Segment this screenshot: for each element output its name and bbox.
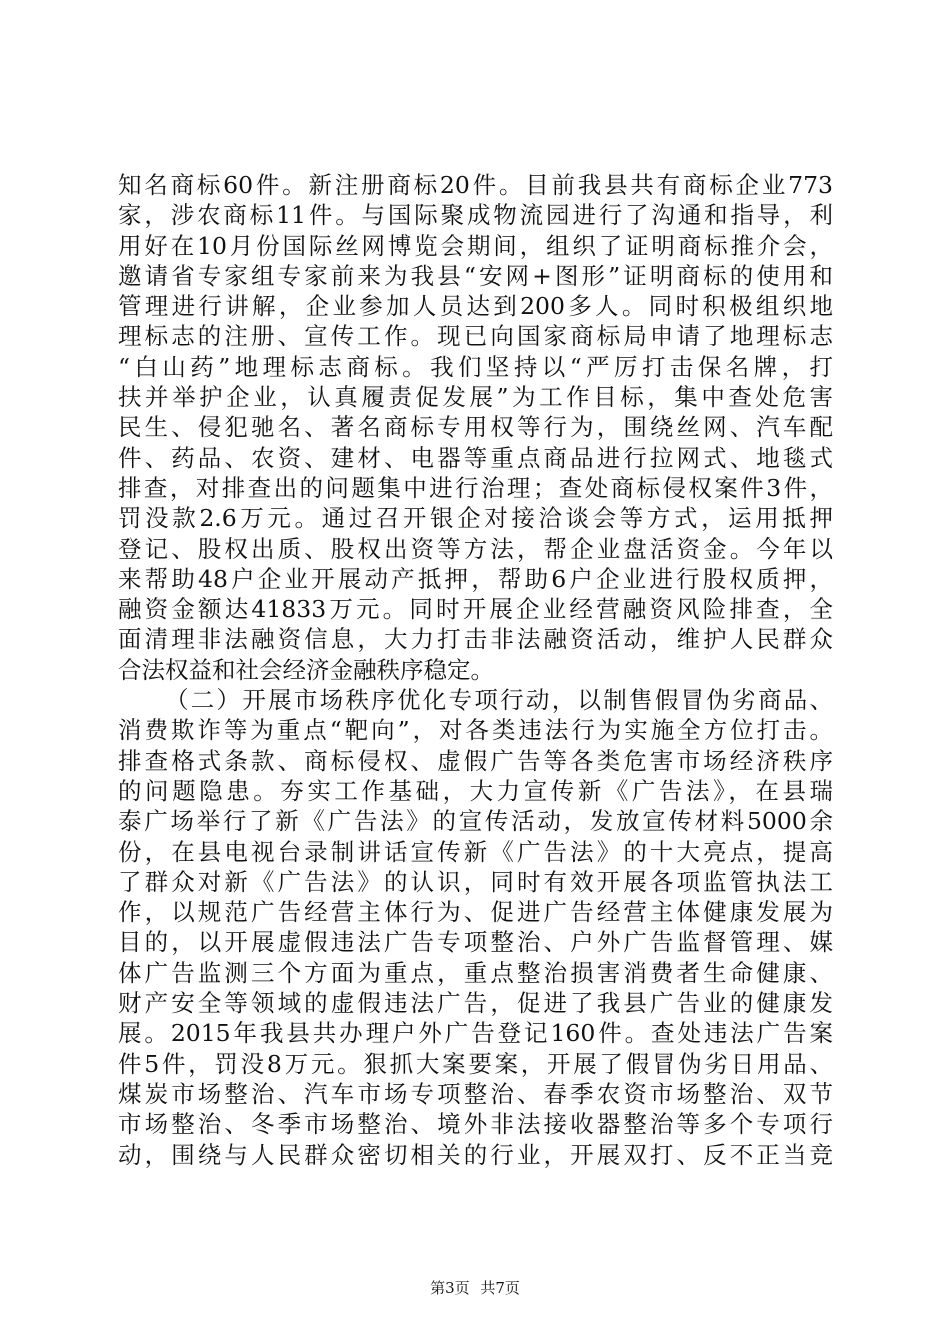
text-line: 了群众对新《广告法》的认识，同时有效开展各项监管执法工 (118, 867, 833, 896)
text-line: 扶并举护企业，认真履责促发展”为工作目标，集中查处危害 (118, 383, 833, 412)
text-line: “白山药”地理标志商标。我们坚持以“严厉打击保名牌，打 (118, 352, 833, 381)
text-line: 的问题隐患。夯实工作基础，大力宣传新《广告法》，在县瑞 (118, 776, 833, 805)
text-line: 动，围绕与人民群众密切相关的行业，开展双打、反不正当竞 (118, 1140, 833, 1169)
text-line: 登记、股权出质、股权出资等方法，帮企业盘活资金。今年以 (118, 534, 833, 563)
text-line: 合法权益和社会经济金融秩序稳定。 (118, 655, 494, 684)
text-line: 件、药品、农资、建材、电器等重点商品进行拉网式、地毯式 (118, 443, 833, 472)
text-line: 排查格式条款、商标侵权、虚假广告等各类危害市场经济秩序 (118, 746, 833, 775)
text-line: 排查，对排查出的问题集中进行治理；查处商标侵权案件3件， (118, 473, 833, 502)
text-line: 融资金额达41833万元。同时开展企业经营融资风险排查，全 (118, 595, 833, 624)
text-line: 民生、侵犯驰名、著名商标专用权等行为，围绕丝网、汽车配 (118, 413, 833, 442)
text-line: 面清理非法融资信息，大力打击非法融资活动，维护人民群众 (118, 625, 833, 654)
text-line: 作，以规范广告经营主体行为、促进广告经营主体健康发展为 (118, 898, 833, 927)
text-line: 理标志的注册、宣传工作。现已向国家商标局申请了地理标志 (118, 322, 833, 351)
text-line: 邀请省专家组专家前来为我县“安网+图形”证明商标的使用和 (118, 261, 833, 290)
text-line: 来帮助48户企业开展动产抵押，帮助6户企业进行股权质押， (118, 564, 833, 593)
text-line: 知名商标60件。新注册商标20件。目前我县共有商标企业773 (118, 171, 833, 199)
document-body (118, 170, 833, 1170)
text-line: 罚没款2.6万元。通过召开银企对接洽谈会等方式，运用抵押 (118, 504, 833, 533)
text-line: （二）开展市场秩序优化专项行动，以制售假冒伪劣商品、 (165, 686, 833, 715)
page-total: 共7页 (480, 1279, 520, 1297)
text-line: 泰广场举行了新《广告法》的宣传活动，发放宣传材料5000余 (118, 807, 833, 836)
text-line: 件5件，罚没8万元。狠抓大案要案，开展了假冒伪劣日用品、 (118, 1049, 833, 1078)
text-line: 消费欺诈等为重点“靶向”，对各类违法行为实施全方位打击。 (118, 716, 833, 745)
text-line: 财产安全等领域的虚假违法广告，促进了我县广告业的健康发 (118, 989, 833, 1018)
text-line: 体广告监测三个方面为重点，重点整治损害消费者生命健康、 (118, 958, 833, 987)
page-number: 第3页 (430, 1279, 470, 1297)
text-line: 煤炭市场整治、汽车市场专项整治、春季农资市场整治、双节 (118, 1079, 833, 1108)
text-line: 份，在县电视台录制讲话宣传新《广告法》的十大亮点，提高 (118, 837, 833, 866)
text-line: 家，涉农商标11件。与国际聚成物流园进行了沟通和指导，利 (118, 201, 833, 230)
text-line: 市场整治、冬季市场整治、境外非法接收器整治等多个专项行 (118, 1110, 833, 1139)
text-line: 用好在10月份国际丝网博览会期间，组织了证明商标推介会， (118, 231, 833, 260)
text-line: 管理进行讲解，企业参加人员达到200多人。同时积极组织地 (118, 292, 833, 321)
page-footer (0, 1278, 950, 1298)
text-line: 目的，以开展虚假违法广告专项整治、户外广告监督管理、媒 (118, 928, 833, 957)
text-line: 展。2015年我县共办理户外广告登记160件。查处违法广告案 (118, 1019, 833, 1048)
